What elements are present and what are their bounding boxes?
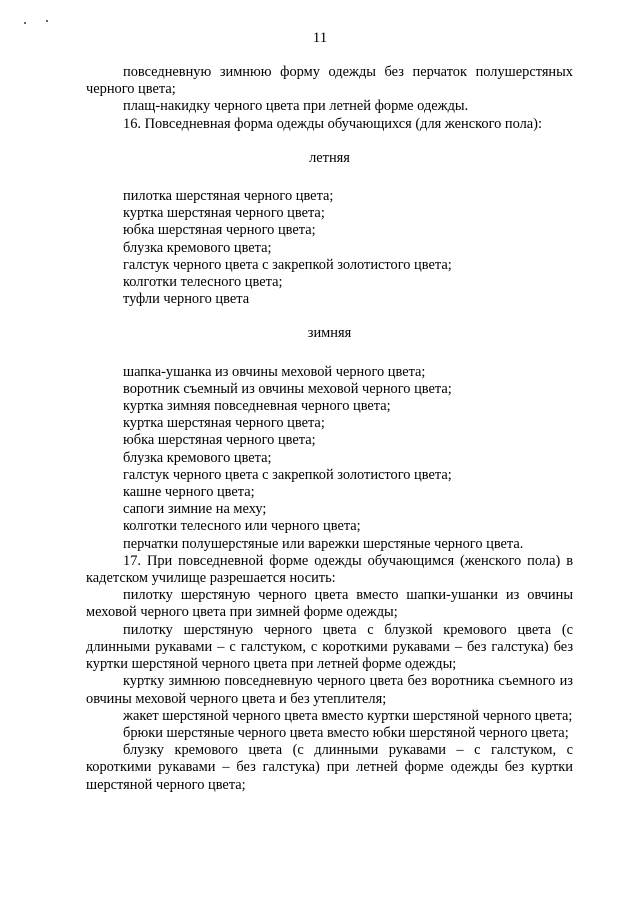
summer-list xyxy=(86,188,573,308)
paragraph: повседневную зимнюю форму одежды без перчаток полушерстяных черного цвета; xyxy=(86,64,573,98)
subsection-title-summer: летняя xyxy=(309,149,350,166)
list-item: куртка шерстяная черного цвета; xyxy=(123,205,325,222)
paragraph: плащ-накидку черного цвета при летней форме одежды. xyxy=(123,98,469,115)
paragraph: куртку зимнюю повседневную черного цвета без воротника съемного из овчины меховой черного цвета и без утеплителя; xyxy=(86,673,573,707)
list-item: туфли черного цвета xyxy=(123,291,250,308)
winter-list xyxy=(86,364,573,553)
list-item: юбка шерстяная черного цвета; xyxy=(123,222,316,239)
paragraph: блузку кремового цвета (с длинными рукавами – с галстуком, с короткими рукавами – без галстука) при летней форме одежды без куртки шерстяной черного цвета; xyxy=(86,742,573,793)
list-item: галстук черного цвета с закрепкой золотистого цвета; xyxy=(123,256,452,273)
scan-speck xyxy=(46,20,48,22)
paragraph: пилотку шерстяную черного цвета с блузкой кремового цвета (с длинными рукавами – с галстуком, с короткими рукавами – без галстука) без куртки шерстяной черного цвета при летней форме одежды; xyxy=(86,621,573,673)
list-item: сапоги зимние на меху; xyxy=(123,501,267,518)
list-item: кашне черного цвета; xyxy=(123,484,255,501)
section-heading: 16. Повседневная форма одежды обучающихся (для женского пола): xyxy=(123,115,542,132)
list-item: колготки телесного цвета; xyxy=(123,274,283,291)
scan-speck xyxy=(24,22,26,24)
list-item: воротник съемный из овчины меховой черного цвета; xyxy=(123,380,452,397)
list-item: юбка шерстяная черного цвета; xyxy=(123,432,316,449)
subsection-title-winter: зимняя xyxy=(307,325,352,342)
list-item: перчатки полушерстяные или варежки шерстяные черного цвета. xyxy=(123,535,524,552)
list-item: колготки телесного или черного цвета; xyxy=(123,518,361,535)
document-body xyxy=(86,64,573,794)
list-item: блузка кремового цвета; xyxy=(123,449,272,466)
list-item: куртка шерстяная черного цвета; xyxy=(123,415,325,432)
section-heading: 17. При повседневной форме одежды обучающимся (женского пола) в кадетском училище разрешается носить: xyxy=(86,552,573,587)
list-item: куртка зимняя повседневная черного цвета; xyxy=(123,398,391,415)
list-item: шапка-ушанка из овчины меховой черного цвета; xyxy=(123,363,426,380)
list-item: галстук черного цвета с закрепкой золотистого цвета; xyxy=(123,466,452,483)
paragraph: брюки шерстяные черного цвета вместо юбки шерстяной черного цвета; xyxy=(123,724,569,741)
paragraph: жакет шерстяной черного цвета вместо куртки шерстяной черного цвета; xyxy=(123,707,573,724)
paragraph: пилотку шерстяную черного цвета вместо шапки-ушанки из овчины меховой черного цвета при зимней форме одежды; xyxy=(86,587,573,621)
list-item: пилотка шерстяная черного цвета; xyxy=(123,188,334,205)
page-number: 11 xyxy=(312,30,328,46)
list-item: блузка кремового цвета; xyxy=(123,239,272,256)
